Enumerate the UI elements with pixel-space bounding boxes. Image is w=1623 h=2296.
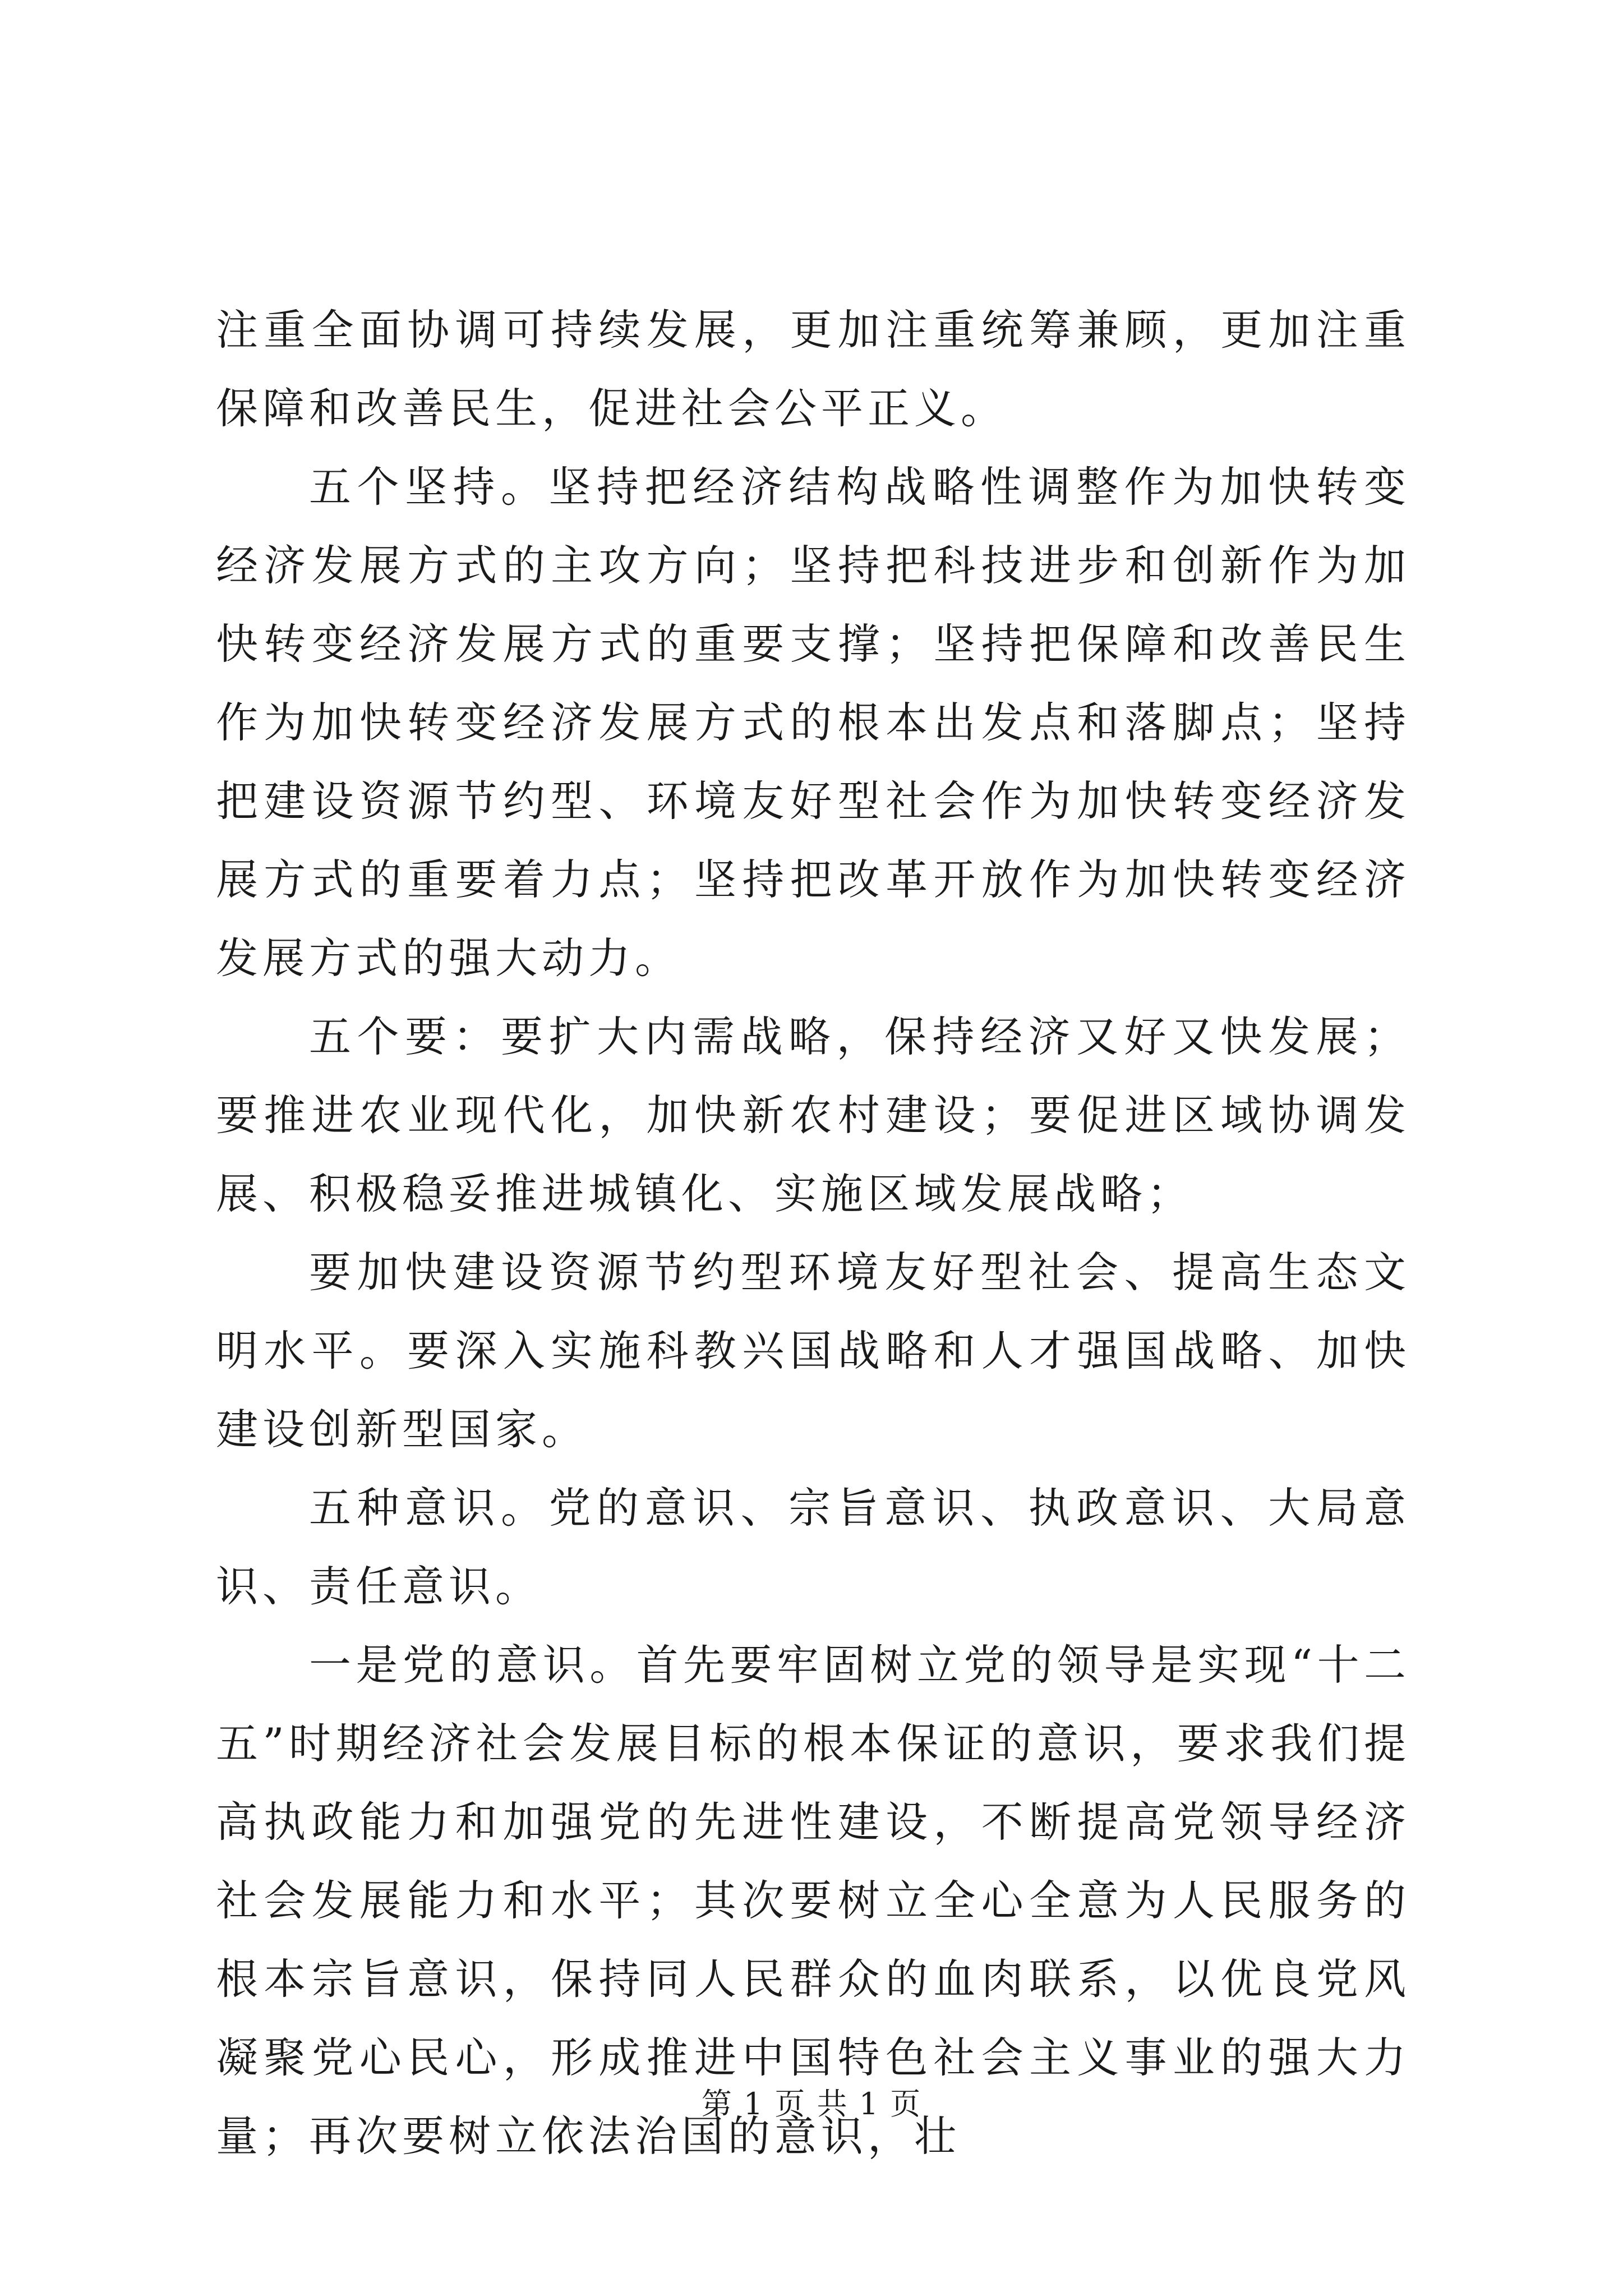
page-footer: 第 1 页 共 1 页 bbox=[701, 2086, 922, 2122]
paragraph-party-awareness: 一是党的意识。首先要牢固树立党的领导是实现“十二五”时期经济社会发展目标的根本保证的意识，要求我们提高执政能力和加强党的先进性建设，不断提高党领导经济社会发展能力和水平；其次要树立全心全意为人民服务的根本宗旨意识，保持同人民群众的血肉联系，以优良党风凝聚党心民心，形成推进中国特色社会主义事业的强大力量；再次要树立依法治国的意识，壮 bbox=[216, 1640, 1410, 2161]
paragraph-five-musts: 五个要：要扩大内需战略，保持经济又好又快发展；要推进农业现代化，加快新农村建设；要促进区域协调发展、积极稳妥推进城镇化、实施区域发展战略； bbox=[216, 1012, 1410, 1218]
paragraph-continuation: 注重全面协调可持续发展，更加注重统筹兼顾，更加注重保障和改善民生，促进社会公平正义。 bbox=[216, 305, 1410, 433]
paragraph-five-awareness: 五种意识。党的意识、宗旨意识、执政意识、大局意识、责任意识。 bbox=[216, 1483, 1410, 1611]
document-body bbox=[216, 291, 1410, 2175]
paragraph-resource-saving: 要加快建设资源节约型环境友好型社会、提高生态文明水平。要深入实施科教兴国战略和人才强国战略、加快建设创新型国家。 bbox=[216, 1248, 1410, 1454]
paragraph-five-persistences: 五个坚持。坚持把经济结构战略性调整作为加快转变经济发展方式的主攻方向；坚持把科技进步和创新作为加快转变经济发展方式的重要支撑；坚持把保障和改善民生作为加快转变经济发展方式的根本出发点和落脚点；坚持把建设资源节约型、环境友好型社会作为加快转变经济发展方式的重要着力点；坚持把改革开放作为加快转变经济发展方式的强大动力。 bbox=[216, 462, 1410, 983]
